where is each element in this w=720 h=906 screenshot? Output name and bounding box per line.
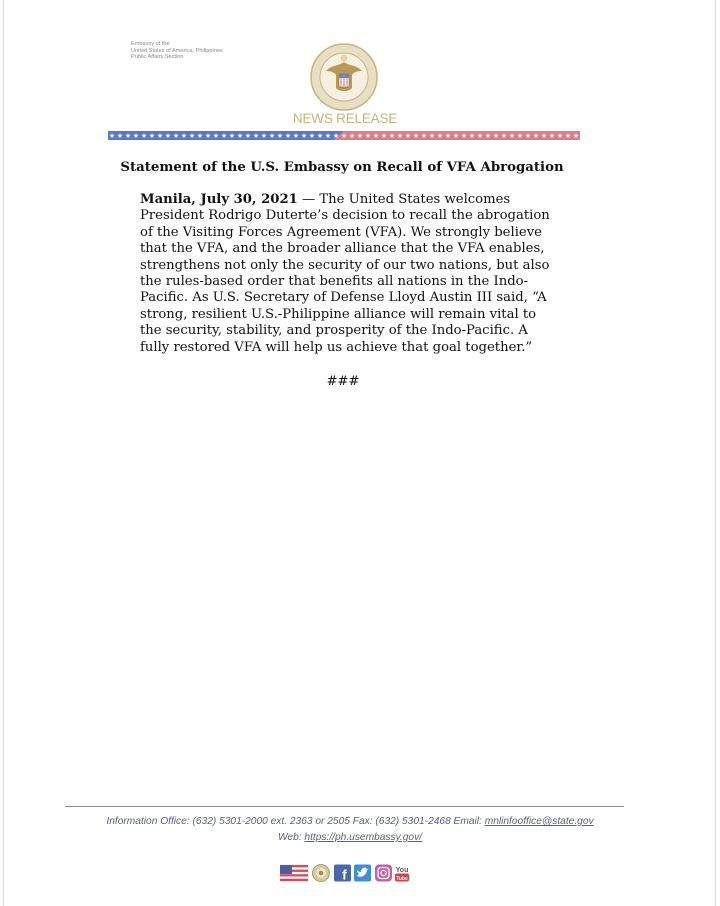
email-link[interactable]: mnlinfooffice@state.gov bbox=[484, 816, 594, 827]
banner-star: ★ bbox=[316, 132, 324, 140]
banner-star: ★ bbox=[548, 132, 556, 140]
banner-star: ★ bbox=[388, 132, 396, 140]
social-icons bbox=[280, 863, 412, 883]
banner-star: ★ bbox=[276, 132, 284, 140]
svg-text:f: f bbox=[342, 866, 347, 883]
banner-star: ★ bbox=[332, 132, 340, 140]
banner-star: ★ bbox=[340, 132, 348, 140]
banner-star: ★ bbox=[164, 132, 172, 140]
banner-star: ★ bbox=[500, 132, 508, 140]
seal-icon bbox=[309, 42, 379, 112]
banner-star: ★ bbox=[428, 132, 436, 140]
statement-body bbox=[140, 192, 552, 356]
footer-contact bbox=[60, 816, 640, 827]
twitter-icon[interactable] bbox=[354, 865, 371, 882]
banner-star: ★ bbox=[508, 132, 516, 140]
banner-star: ★ bbox=[140, 132, 148, 140]
banner-star: ★ bbox=[116, 132, 124, 140]
svg-text:You: You bbox=[395, 867, 409, 874]
banner-star: ★ bbox=[516, 132, 524, 140]
banner-star: ★ bbox=[204, 132, 212, 140]
banner-star: ★ bbox=[156, 132, 164, 140]
banner-star: ★ bbox=[396, 132, 404, 140]
banner-star: ★ bbox=[348, 132, 356, 140]
banner-star: ★ bbox=[180, 132, 188, 140]
banner-star: ★ bbox=[484, 132, 492, 140]
banner-star: ★ bbox=[444, 132, 452, 140]
us-flag-icon[interactable] bbox=[280, 865, 308, 881]
banner-star: ★ bbox=[524, 132, 532, 140]
banner-star: ★ bbox=[124, 132, 132, 140]
banner-star: ★ bbox=[372, 132, 380, 140]
banner-star: ★ bbox=[284, 132, 292, 140]
statement-title: Statement of the U.S. Embassy on Recall of VFA Abrogation bbox=[120, 160, 564, 175]
banner-star: ★ bbox=[300, 132, 308, 140]
banner-star: ★ bbox=[412, 132, 420, 140]
dateline: Manila, July 30, 2021 bbox=[140, 192, 298, 207]
banner-star: ★ bbox=[236, 132, 244, 140]
banner-star: ★ bbox=[356, 132, 364, 140]
end-mark: ### bbox=[326, 374, 360, 389]
instagram-icon[interactable] bbox=[375, 865, 392, 882]
web-label: Web: bbox=[277, 832, 305, 843]
banner-star: ★ bbox=[404, 132, 412, 140]
banner-star: ★ bbox=[556, 132, 564, 140]
banner-star: ★ bbox=[148, 132, 156, 140]
banner-star: ★ bbox=[476, 132, 484, 140]
banner-star: ★ bbox=[308, 132, 316, 140]
embassy-seal-icon[interactable] bbox=[313, 865, 330, 882]
banner-star: ★ bbox=[460, 132, 468, 140]
banner-star: ★ bbox=[492, 132, 500, 140]
banner-star: ★ bbox=[540, 132, 548, 140]
banner-star: ★ bbox=[188, 132, 196, 140]
banner-star: ★ bbox=[172, 132, 180, 140]
banner-star: ★ bbox=[364, 132, 372, 140]
banner-star: ★ bbox=[244, 132, 252, 140]
footer-divider bbox=[65, 806, 624, 807]
contact-text: Information Office: (632) 5301-2000 ext. 2363 or 2505 Fax: (632) 5301-2468 Email: bbox=[106, 816, 485, 827]
banner-star: ★ bbox=[292, 132, 300, 140]
banner-star: ★ bbox=[380, 132, 388, 140]
banner-star: ★ bbox=[532, 132, 540, 140]
web-link[interactable]: https://ph.usembassy.gov/ bbox=[304, 832, 423, 843]
svg-text:Tube: Tube bbox=[396, 876, 408, 882]
banner-star: ★ bbox=[228, 132, 236, 140]
banner-star: ★ bbox=[564, 132, 572, 140]
banner-star: ★ bbox=[452, 132, 460, 140]
banner-star: ★ bbox=[132, 132, 140, 140]
banner-star: ★ bbox=[212, 132, 220, 140]
banner-star: ★ bbox=[436, 132, 444, 140]
stars-banner bbox=[108, 131, 580, 140]
banner-star: ★ bbox=[420, 132, 428, 140]
facebook-icon[interactable] bbox=[334, 865, 351, 883]
embassy-label: Embassy of the United States of America, Philippines Public Affairs Section bbox=[131, 41, 223, 61]
footer-web bbox=[60, 832, 640, 843]
youtube-icon[interactable] bbox=[395, 867, 409, 882]
banner-star: ★ bbox=[108, 132, 116, 140]
news-release-label: NEWS RELEASE bbox=[292, 111, 398, 126]
banner-star: ★ bbox=[196, 132, 204, 140]
banner-star: ★ bbox=[324, 132, 332, 140]
banner-star: ★ bbox=[252, 132, 260, 140]
banner-star: ★ bbox=[220, 132, 228, 140]
banner-star: ★ bbox=[260, 132, 268, 140]
statement-text: — The United States welcomes President Rodrigo Duterte’s decision to recall the abrogation of the Visiting Forces Agreement (VFA). We strongly believe that the VFA, and the broader alliance that the VFA enables, strengthens not only the security of our two nations, but also the rules-based order that benefits all nations in the Indo-Pacific. As U.S. Secretary of Defense Lloyd Austin III said, “A strong, resilient U.S.-Philippine alliance will remain vital to the security, stability, and prosperity of the Indo-Pacific. A fully restored VFA will help us achieve that goal together.” bbox=[140, 192, 550, 355]
banner-star: ★ bbox=[572, 132, 580, 140]
banner-star: ★ bbox=[468, 132, 476, 140]
banner-star: ★ bbox=[268, 132, 276, 140]
